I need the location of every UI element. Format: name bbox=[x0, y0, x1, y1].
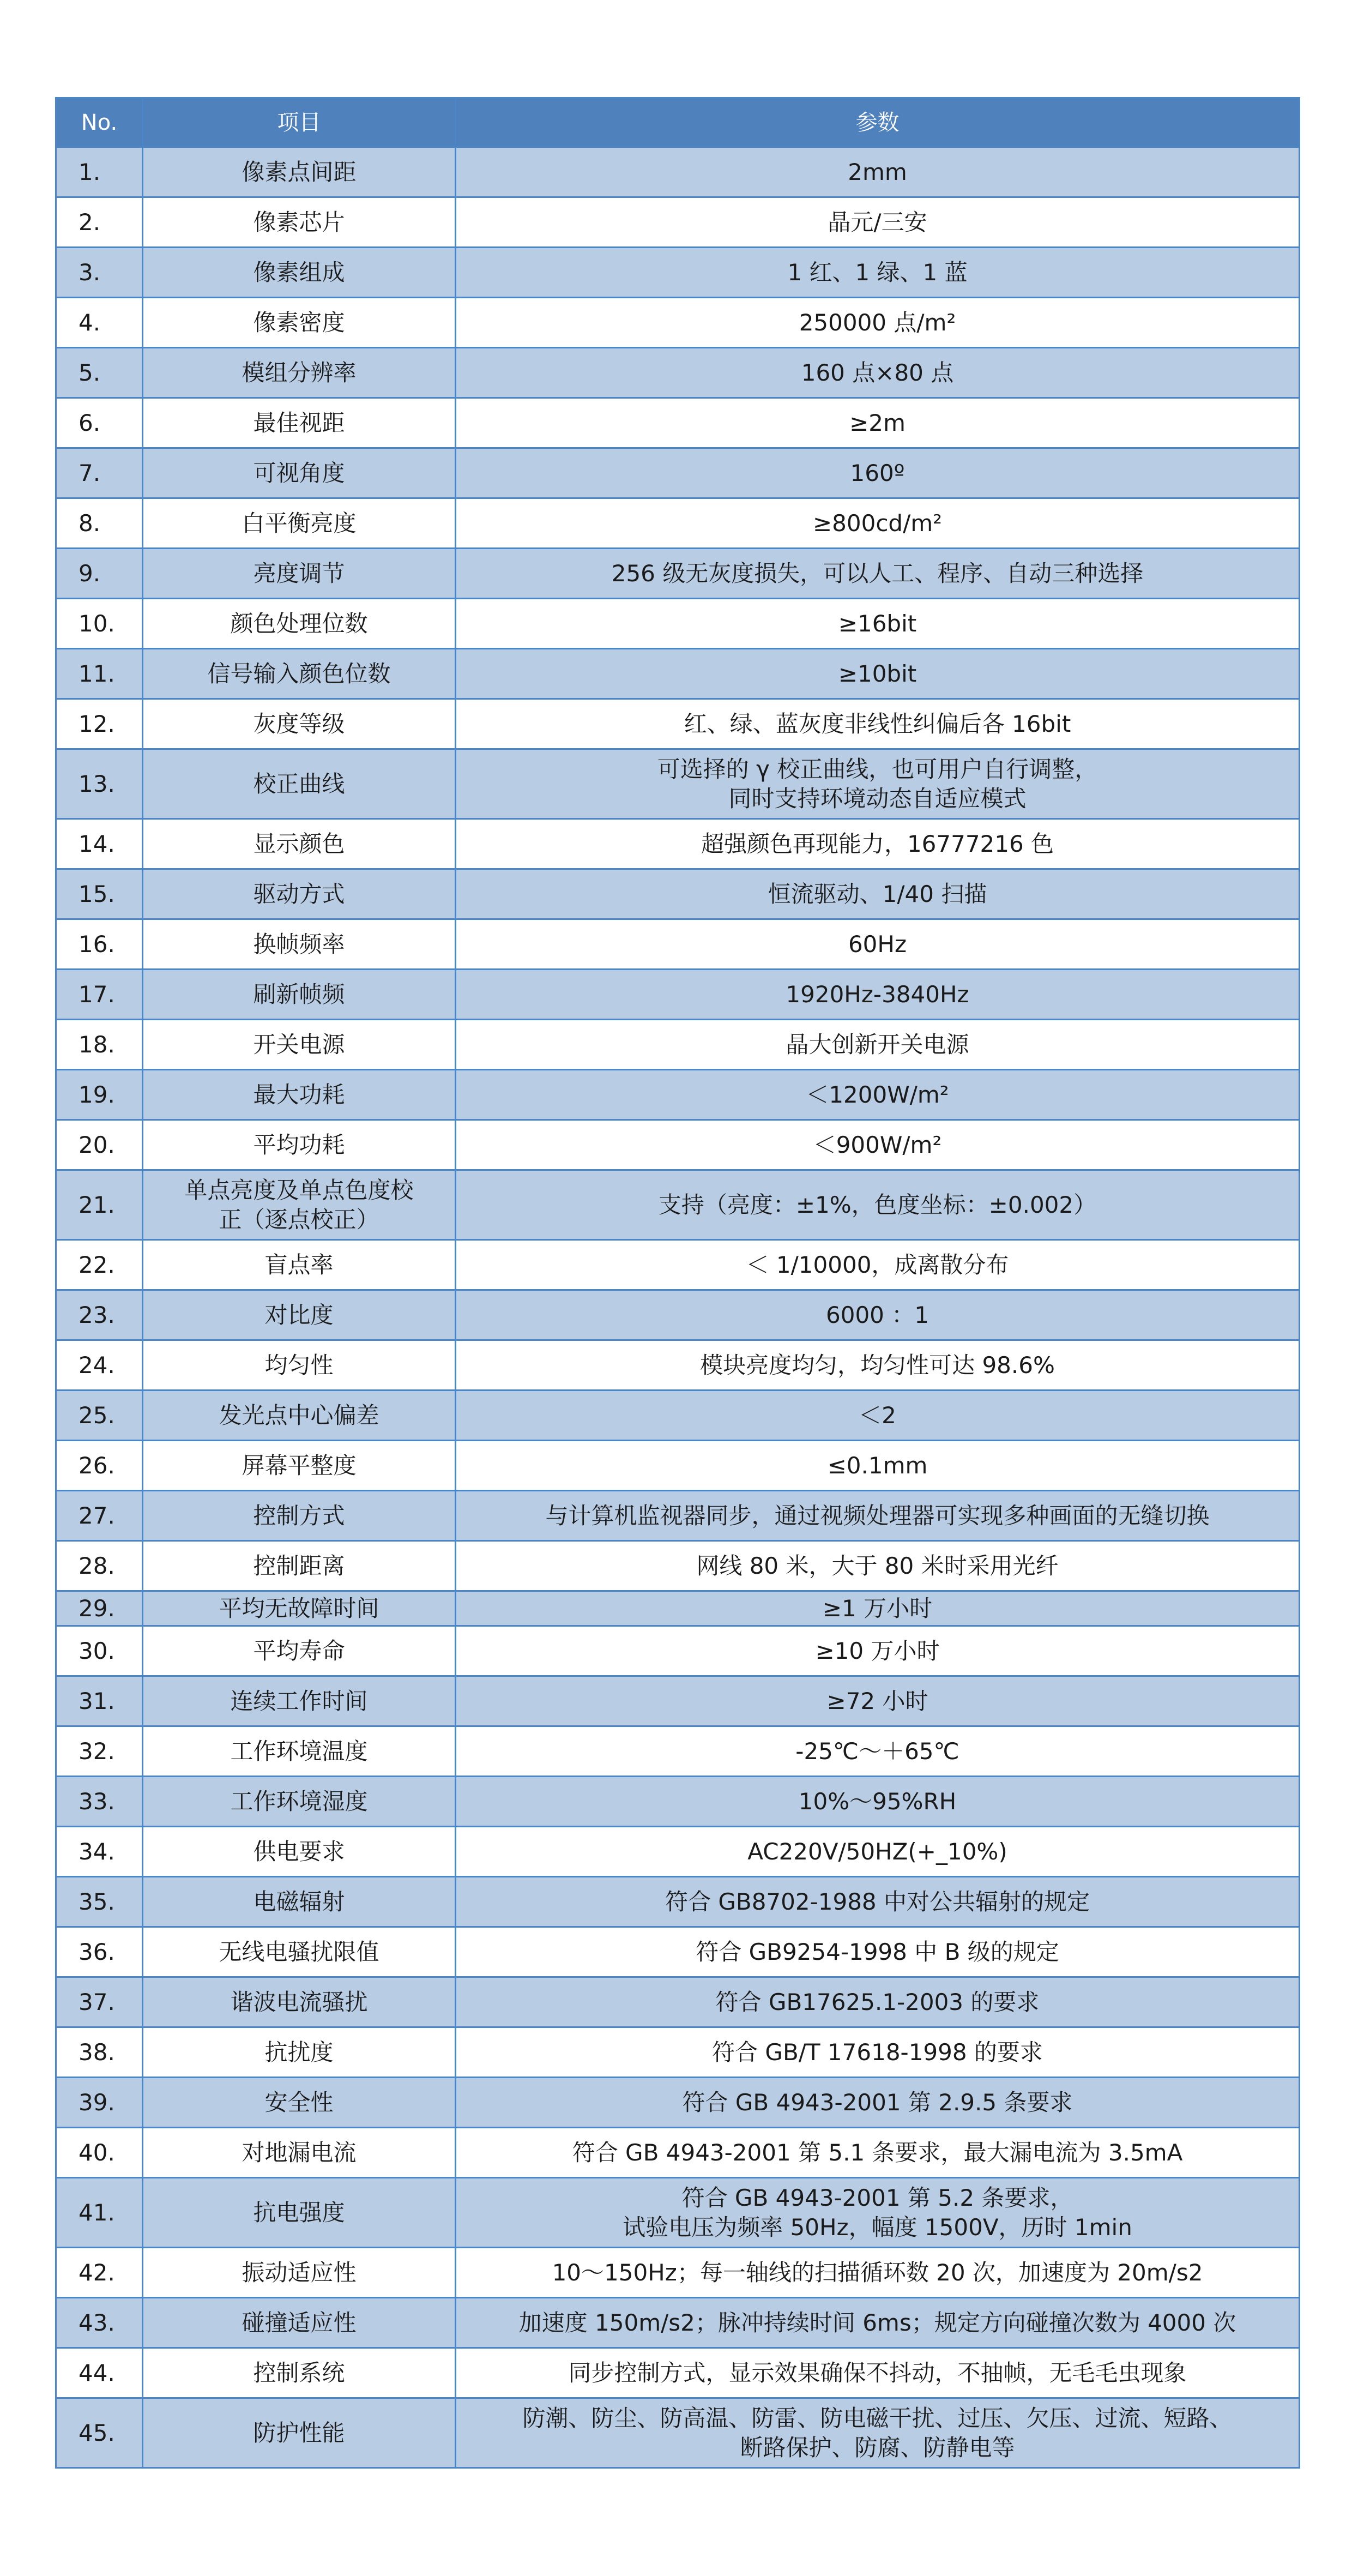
item-cell bbox=[143, 919, 456, 970]
row-number: 1. bbox=[56, 147, 143, 197]
header-param: 参数 bbox=[456, 98, 1300, 147]
item-cell bbox=[143, 970, 456, 1020]
item-cell bbox=[143, 2248, 456, 2298]
param-cell bbox=[456, 2078, 1300, 2128]
item-line: 工作环境温度 bbox=[230, 1737, 368, 1765]
table-row bbox=[56, 448, 1300, 498]
row-number: 12. bbox=[56, 699, 143, 749]
row-number: 19. bbox=[56, 1070, 143, 1120]
param-line: 符合 GB 4943-2001 第 5.2 条要求， bbox=[681, 2184, 1073, 2211]
table-row bbox=[56, 2078, 1300, 2128]
table-row bbox=[56, 2298, 1300, 2348]
row-number: 15. bbox=[56, 869, 143, 919]
item-cell bbox=[143, 549, 456, 599]
table-row bbox=[56, 248, 1300, 298]
param-line: -25℃～＋65℃ bbox=[795, 1737, 959, 1765]
item-cell bbox=[143, 2078, 456, 2128]
param-cell bbox=[456, 1070, 1300, 1120]
row-number: 7. bbox=[56, 448, 143, 498]
table-row bbox=[56, 749, 1300, 819]
row-number: 42. bbox=[56, 2248, 143, 2298]
item-cell bbox=[143, 1290, 456, 1340]
table-row bbox=[56, 1591, 1300, 1626]
param-line: ≥72 小时 bbox=[826, 1687, 928, 1714]
table-row bbox=[56, 1726, 1300, 1777]
item-line: 对比度 bbox=[264, 1301, 334, 1328]
item-line: 抗扰度 bbox=[264, 2038, 334, 2066]
row-number: 44. bbox=[56, 2348, 143, 2398]
table-row bbox=[56, 699, 1300, 749]
param-line: 网线 80 米，大于 80 米时采用光纤 bbox=[696, 1552, 1059, 1579]
param-line: 晶元/三安 bbox=[828, 208, 927, 236]
item-line: 亮度调节 bbox=[253, 559, 345, 587]
item-cell bbox=[143, 1977, 456, 2027]
item-line: 最大功耗 bbox=[253, 1081, 345, 1108]
table-row bbox=[56, 1626, 1300, 1676]
param-line: 可选择的 γ 校正曲线，也可用户自行调整， bbox=[657, 755, 1098, 783]
param-cell bbox=[456, 1120, 1300, 1170]
item-line: 振动适应性 bbox=[242, 2259, 357, 2286]
param-line: ＜ 1/10000，成离散分布 bbox=[746, 1251, 1009, 1278]
param-line: 晶大创新开关电源 bbox=[786, 1031, 969, 1058]
param-cell bbox=[456, 1441, 1300, 1491]
param-cell bbox=[456, 2178, 1300, 2248]
item-cell bbox=[143, 348, 456, 398]
param-cell bbox=[456, 970, 1300, 1020]
item-cell bbox=[143, 1777, 456, 1827]
table-row bbox=[56, 1777, 1300, 1827]
param-cell bbox=[456, 1491, 1300, 1541]
row-number: 22. bbox=[56, 1240, 143, 1290]
row-number: 32. bbox=[56, 1726, 143, 1777]
param-line: 试验电压为频率 50Hz，幅度 1500V，历时 1min bbox=[623, 2213, 1132, 2241]
param-cell bbox=[456, 2128, 1300, 2178]
param-line: 红、绿、蓝灰度非线性纠偏后各 16bit bbox=[684, 710, 1071, 737]
row-number: 24. bbox=[56, 1340, 143, 1391]
item-line: 像素点间距 bbox=[242, 158, 357, 185]
item-cell bbox=[143, 1391, 456, 1441]
param-line: 模块亮度均匀，均匀性可达 98.6% bbox=[700, 1351, 1055, 1379]
item-line: 校正曲线 bbox=[253, 770, 345, 797]
item-cell bbox=[143, 298, 456, 348]
param-line: 250000 点/m² bbox=[799, 309, 956, 336]
param-line: 2mm bbox=[848, 158, 907, 185]
item-line: 像素密度 bbox=[253, 309, 345, 336]
item-line: 连续工作时间 bbox=[230, 1687, 368, 1714]
param-line: ＜900W/m² bbox=[813, 1131, 942, 1158]
item-cell bbox=[143, 1591, 456, 1626]
param-line: ≥10bit bbox=[838, 660, 917, 687]
item-cell bbox=[143, 819, 456, 869]
table-row bbox=[56, 147, 1300, 197]
table-row bbox=[56, 869, 1300, 919]
param-line: 符合 GB17625.1-2003 的要求 bbox=[715, 1988, 1040, 2015]
table-row bbox=[56, 1120, 1300, 1170]
row-number: 34. bbox=[56, 1827, 143, 1877]
param-cell bbox=[456, 1290, 1300, 1340]
param-cell bbox=[456, 1877, 1300, 1927]
table-row bbox=[56, 1290, 1300, 1340]
param-line: 恒流驱动、1/40 扫描 bbox=[768, 880, 987, 907]
item-cell bbox=[143, 1676, 456, 1726]
param-cell bbox=[456, 1977, 1300, 2027]
table-row bbox=[56, 599, 1300, 649]
param-line: 160 点×80 点 bbox=[801, 359, 954, 386]
row-number: 41. bbox=[56, 2178, 143, 2248]
row-number: 17. bbox=[56, 970, 143, 1020]
item-cell bbox=[143, 2178, 456, 2248]
row-number: 8. bbox=[56, 498, 143, 549]
item-line: 正（逐点校正） bbox=[219, 1206, 379, 1233]
param-line: ＜2 bbox=[859, 1401, 896, 1429]
item-cell bbox=[143, 2128, 456, 2178]
param-line: AC220V/50HZ(+_10%) bbox=[747, 1838, 1007, 1865]
table-row bbox=[56, 1240, 1300, 1290]
table-row bbox=[56, 298, 1300, 348]
item-cell bbox=[143, 2398, 456, 2468]
item-line: 控制系统 bbox=[253, 2359, 345, 2386]
row-number: 23. bbox=[56, 1290, 143, 1340]
param-cell bbox=[456, 1240, 1300, 1290]
param-line: ≥800cd/m² bbox=[812, 509, 942, 537]
item-cell bbox=[143, 649, 456, 699]
table-row bbox=[56, 1391, 1300, 1441]
table-row bbox=[56, 819, 1300, 869]
item-line: 平均寿命 bbox=[253, 1637, 345, 1664]
item-cell bbox=[143, 869, 456, 919]
row-number: 5. bbox=[56, 348, 143, 398]
item-line: 工作环境湿度 bbox=[230, 1787, 368, 1815]
row-number: 13. bbox=[56, 749, 143, 819]
row-number: 10. bbox=[56, 599, 143, 649]
item-line: 开关电源 bbox=[253, 1031, 345, 1058]
table-row bbox=[56, 970, 1300, 1020]
row-number: 43. bbox=[56, 2298, 143, 2348]
item-cell bbox=[143, 2298, 456, 2348]
table-row bbox=[56, 1170, 1300, 1240]
item-cell bbox=[143, 1626, 456, 1676]
param-line: 断路保护、防腐、防静电等 bbox=[740, 2434, 1015, 2461]
param-line: 同步控制方式，显示效果确保不抖动，不抽帧，无毛毛虫现象 bbox=[568, 2359, 1187, 2386]
param-line: 160º bbox=[850, 459, 905, 486]
row-number: 36. bbox=[56, 1927, 143, 1977]
item-cell bbox=[143, 1240, 456, 1290]
param-cell bbox=[456, 749, 1300, 819]
row-number: 21. bbox=[56, 1170, 143, 1240]
param-cell bbox=[456, 448, 1300, 498]
param-cell bbox=[456, 1591, 1300, 1626]
table-row bbox=[56, 1441, 1300, 1491]
param-cell bbox=[456, 1777, 1300, 1827]
table-row bbox=[56, 197, 1300, 248]
param-cell bbox=[456, 2348, 1300, 2398]
param-cell bbox=[456, 1541, 1300, 1591]
param-cell bbox=[456, 919, 1300, 970]
param-cell bbox=[456, 599, 1300, 649]
table-body bbox=[56, 147, 1300, 2468]
item-line: 盲点率 bbox=[264, 1251, 334, 1278]
table-row bbox=[56, 2178, 1300, 2248]
item-line: 对地漏电流 bbox=[242, 2139, 357, 2166]
item-cell bbox=[143, 448, 456, 498]
param-line: 加速度 150m/s2；脉冲持续时间 6ms；规定方向碰撞次数为 4000 次 bbox=[518, 2309, 1236, 2336]
param-line: 1 红、1 绿、1 蓝 bbox=[787, 258, 968, 286]
item-line: 抗电强度 bbox=[253, 2199, 345, 2226]
param-line: 符合 GB/T 17618-1998 的要求 bbox=[712, 2038, 1043, 2066]
param-line: ＜1200W/m² bbox=[806, 1081, 949, 1108]
param-line: 256 级无灰度损失，可以人工、程序、自动三种选择 bbox=[611, 559, 1144, 587]
item-line: 模组分辨率 bbox=[242, 359, 357, 386]
table-row bbox=[56, 1977, 1300, 2027]
param-cell bbox=[456, 869, 1300, 919]
item-line: 驱动方式 bbox=[253, 880, 345, 907]
param-cell bbox=[456, 2398, 1300, 2468]
row-number: 27. bbox=[56, 1491, 143, 1541]
param-line: 支持（亮度：±1%，色度坐标：±0.002） bbox=[658, 1191, 1097, 1218]
param-cell bbox=[456, 1676, 1300, 1726]
param-cell bbox=[456, 197, 1300, 248]
param-line: 符合 GB 4943-2001 第 2.9.5 条要求 bbox=[682, 2089, 1073, 2116]
param-line: 6000 ：1 bbox=[826, 1301, 929, 1328]
param-line: 超强颜色再现能力，16777216 色 bbox=[701, 830, 1054, 857]
param-line: 10%～95%RH bbox=[798, 1787, 957, 1815]
row-number: 45. bbox=[56, 2398, 143, 2468]
table-row bbox=[56, 398, 1300, 448]
param-line: 符合 GB8702-1988 中对公共辐射的规定 bbox=[665, 1888, 1090, 1915]
param-line: ≥16bit bbox=[838, 610, 917, 637]
item-cell bbox=[143, 498, 456, 549]
item-cell bbox=[143, 2348, 456, 2398]
item-cell bbox=[143, 699, 456, 749]
table-row bbox=[56, 1877, 1300, 1927]
item-line: 无线电骚扰限值 bbox=[219, 1938, 379, 1965]
item-line: 显示颜色 bbox=[253, 830, 345, 857]
item-line: 安全性 bbox=[264, 2089, 334, 2116]
item-cell bbox=[143, 599, 456, 649]
item-cell bbox=[143, 1726, 456, 1777]
param-line: 符合 GB9254-1998 中 B 级的规定 bbox=[696, 1938, 1059, 1965]
param-cell bbox=[456, 649, 1300, 699]
table-row bbox=[56, 919, 1300, 970]
table-row bbox=[56, 498, 1300, 549]
item-cell bbox=[143, 248, 456, 298]
item-line: 发光点中心偏差 bbox=[219, 1401, 379, 1429]
row-number: 39. bbox=[56, 2078, 143, 2128]
item-cell bbox=[143, 1340, 456, 1391]
param-cell bbox=[456, 1391, 1300, 1441]
item-line: 刷新帧频 bbox=[253, 980, 345, 1008]
item-line: 电磁辐射 bbox=[253, 1888, 345, 1915]
item-cell bbox=[143, 398, 456, 448]
param-line: 与计算机监视器同步，通过视频处理器可实现多种画面的无缝切换 bbox=[545, 1502, 1210, 1529]
table-row bbox=[56, 348, 1300, 398]
item-line: 谐波电流骚扰 bbox=[230, 1988, 368, 2015]
item-line: 像素芯片 bbox=[253, 208, 345, 236]
item-cell bbox=[143, 1927, 456, 1977]
item-cell bbox=[143, 1020, 456, 1070]
table-row bbox=[56, 1541, 1300, 1591]
item-cell bbox=[143, 1170, 456, 1240]
param-line: 防潮、防尘、防高温、防雷、防电磁干扰、过压、欠压、过流、短路、 bbox=[522, 2404, 1233, 2431]
item-cell bbox=[143, 1541, 456, 1591]
item-line: 换帧频率 bbox=[253, 930, 345, 958]
item-line: 最佳视距 bbox=[253, 409, 345, 436]
row-number: 11. bbox=[56, 649, 143, 699]
param-cell bbox=[456, 147, 1300, 197]
item-line: 防护性能 bbox=[253, 2419, 345, 2446]
param-line: ≥10 万小时 bbox=[815, 1637, 940, 1664]
row-number: 31. bbox=[56, 1676, 143, 1726]
item-cell bbox=[143, 1491, 456, 1541]
param-cell bbox=[456, 2298, 1300, 2348]
param-cell bbox=[456, 1726, 1300, 1777]
param-line: ≥2m bbox=[849, 409, 906, 436]
table-row bbox=[56, 1676, 1300, 1726]
param-cell bbox=[456, 1170, 1300, 1240]
param-line: 10～150Hz；每一轴线的扫描循环数 20 次，加速度为 20m/s2 bbox=[552, 2259, 1203, 2286]
row-number: 30. bbox=[56, 1626, 143, 1676]
item-cell bbox=[143, 1070, 456, 1120]
item-line: 屏幕平整度 bbox=[242, 1452, 357, 1479]
item-cell bbox=[143, 749, 456, 819]
table-row bbox=[56, 1927, 1300, 1977]
row-number: 37. bbox=[56, 1977, 143, 2027]
item-line: 颜色处理位数 bbox=[230, 610, 368, 637]
item-cell bbox=[143, 1120, 456, 1170]
param-line: ≤0.1mm bbox=[827, 1452, 928, 1479]
item-line: 碰撞适应性 bbox=[242, 2309, 357, 2336]
spec-table bbox=[55, 97, 1300, 2469]
param-cell bbox=[456, 1827, 1300, 1877]
table-row bbox=[56, 1827, 1300, 1877]
param-line: 1920Hz-3840Hz bbox=[786, 980, 969, 1008]
row-number: 4. bbox=[56, 298, 143, 348]
item-cell bbox=[143, 1827, 456, 1877]
param-cell bbox=[456, 298, 1300, 348]
row-number: 35. bbox=[56, 1877, 143, 1927]
row-number: 33. bbox=[56, 1777, 143, 1827]
row-number: 18. bbox=[56, 1020, 143, 1070]
item-cell bbox=[143, 1441, 456, 1491]
param-cell bbox=[456, 1020, 1300, 1070]
item-line: 控制方式 bbox=[253, 1502, 345, 1529]
row-number: 16. bbox=[56, 919, 143, 970]
item-line: 像素组成 bbox=[253, 258, 345, 286]
header-row bbox=[56, 98, 1300, 147]
row-number: 6. bbox=[56, 398, 143, 448]
table-row bbox=[56, 1070, 1300, 1120]
table-row bbox=[56, 2027, 1300, 2078]
param-cell bbox=[456, 248, 1300, 298]
param-cell bbox=[456, 398, 1300, 448]
header-item: 项目 bbox=[143, 98, 456, 147]
table-row bbox=[56, 549, 1300, 599]
param-cell bbox=[456, 819, 1300, 869]
table-row bbox=[56, 2348, 1300, 2398]
table-row bbox=[56, 1491, 1300, 1541]
param-line: 60Hz bbox=[848, 930, 907, 958]
param-line: ≥1 万小时 bbox=[822, 1594, 933, 1622]
item-line: 可视角度 bbox=[253, 459, 345, 486]
row-number: 14. bbox=[56, 819, 143, 869]
item-line: 白平衡亮度 bbox=[242, 509, 357, 537]
param-cell bbox=[456, 2027, 1300, 2078]
param-cell bbox=[456, 1340, 1300, 1391]
header-no: No. bbox=[56, 98, 143, 147]
param-cell bbox=[456, 2248, 1300, 2298]
param-cell bbox=[456, 498, 1300, 549]
item-line: 平均功耗 bbox=[253, 1131, 345, 1158]
item-line: 灰度等级 bbox=[253, 710, 345, 737]
row-number: 26. bbox=[56, 1441, 143, 1491]
item-line: 供电要求 bbox=[253, 1838, 345, 1865]
item-line: 信号输入颜色位数 bbox=[207, 660, 391, 687]
param-cell bbox=[456, 1927, 1300, 1977]
param-cell bbox=[456, 699, 1300, 749]
row-number: 38. bbox=[56, 2027, 143, 2078]
table-row bbox=[56, 2248, 1300, 2298]
item-line: 单点亮度及单点色度校 bbox=[184, 1176, 414, 1203]
item-line: 均匀性 bbox=[264, 1351, 334, 1379]
row-number: 3. bbox=[56, 248, 143, 298]
param-line: 符合 GB 4943-2001 第 5.1 条要求，最大漏电流为 3.5mA bbox=[572, 2139, 1183, 2166]
row-number: 25. bbox=[56, 1391, 143, 1441]
row-number: 9. bbox=[56, 549, 143, 599]
param-cell bbox=[456, 348, 1300, 398]
param-cell bbox=[456, 549, 1300, 599]
table-row bbox=[56, 2398, 1300, 2468]
item-cell bbox=[143, 1877, 456, 1927]
table-row bbox=[56, 1340, 1300, 1391]
row-number: 29. bbox=[56, 1591, 143, 1626]
row-number: 2. bbox=[56, 197, 143, 248]
row-number: 40. bbox=[56, 2128, 143, 2178]
item-line: 控制距离 bbox=[253, 1552, 345, 1579]
param-line: 同时支持环境动态自适应模式 bbox=[728, 785, 1027, 812]
table-row bbox=[56, 2128, 1300, 2178]
row-number: 20. bbox=[56, 1120, 143, 1170]
table-row bbox=[56, 649, 1300, 699]
param-cell bbox=[456, 1626, 1300, 1676]
item-cell bbox=[143, 147, 456, 197]
item-cell bbox=[143, 2027, 456, 2078]
item-line: 平均无故障时间 bbox=[219, 1594, 379, 1622]
table-row bbox=[56, 1020, 1300, 1070]
row-number: 28. bbox=[56, 1541, 143, 1591]
item-cell bbox=[143, 197, 456, 248]
